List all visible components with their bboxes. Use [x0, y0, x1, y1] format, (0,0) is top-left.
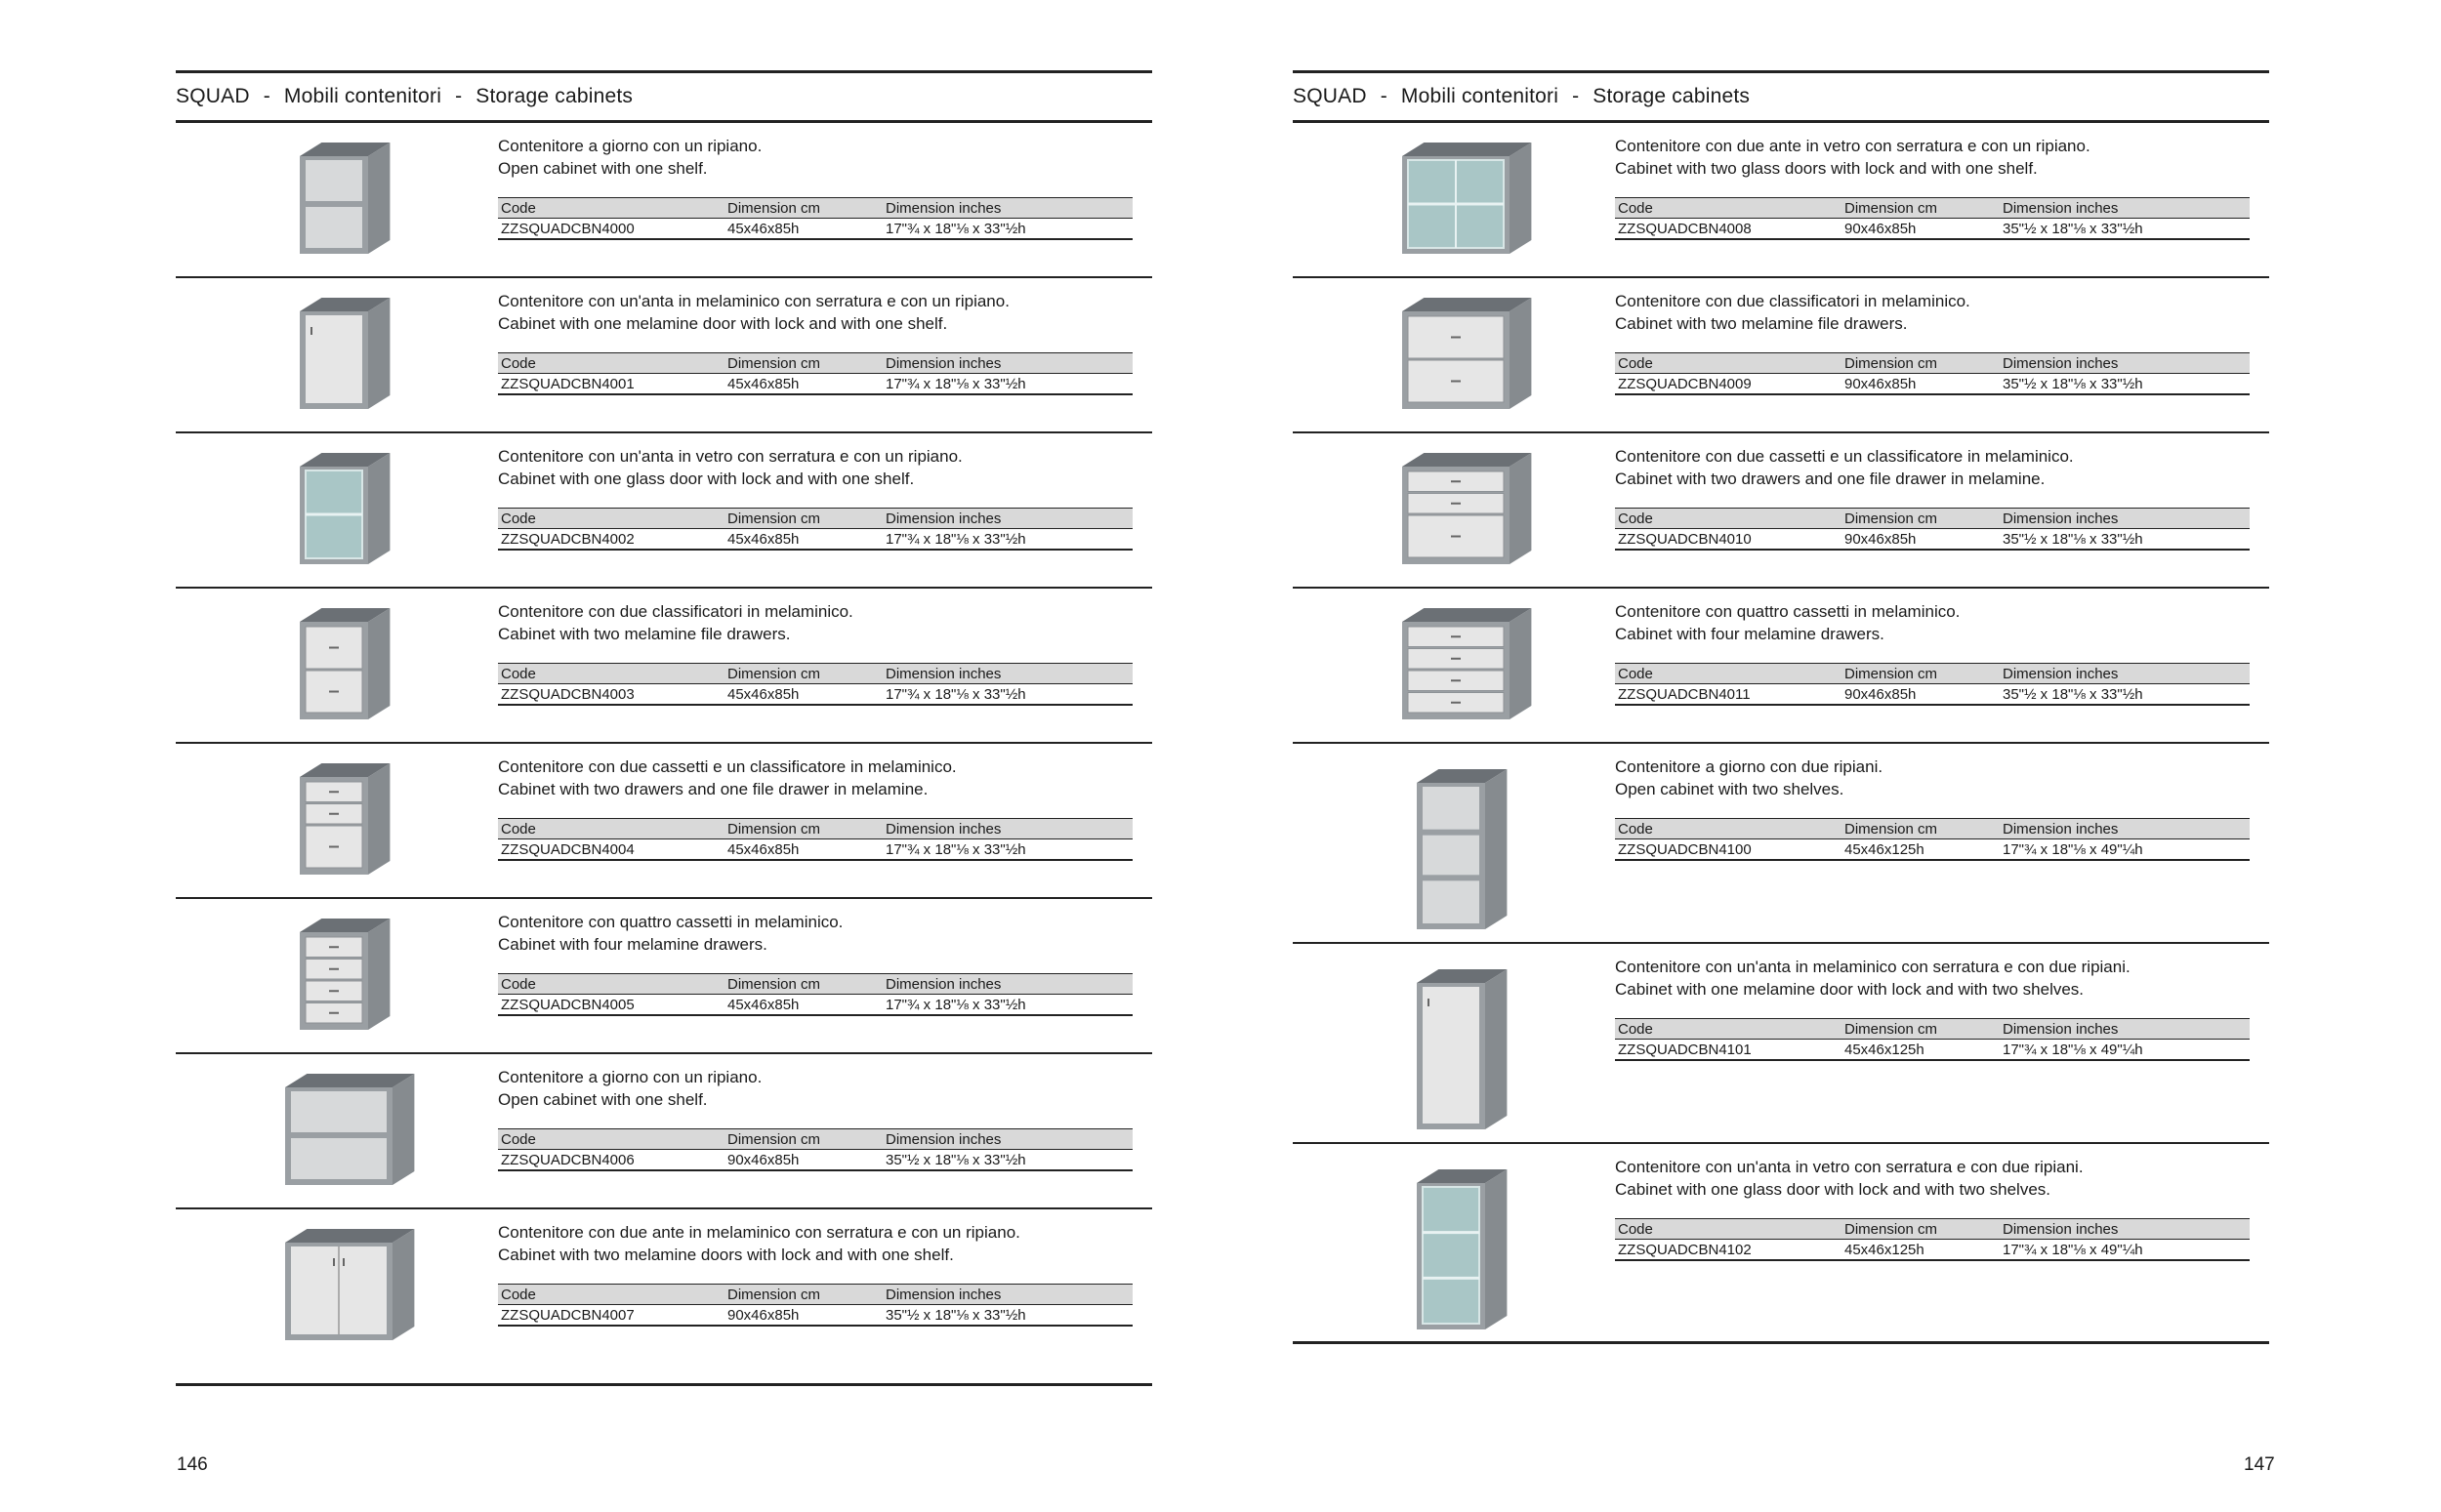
header-dimension-inches: Dimension inches [883, 1129, 1133, 1150]
glass-cabinet-small-icon [176, 433, 498, 587]
description-it: Contenitore con due ante in melaminico con serratura e con un ripiano. [498, 1223, 1020, 1242]
two-door-cabinet-wide-icon [176, 1209, 498, 1383]
product-code: ZZSQUADCBN4004 [498, 839, 724, 861]
dimension-inches: 17"¾ x 18"⅛ x 49"¼h [2000, 1040, 2250, 1061]
door-cabinet-tall-icon [1293, 944, 1615, 1142]
header-code: Code [1615, 1219, 1841, 1240]
header-dimension-cm: Dimension cm [724, 974, 883, 995]
product-info [1615, 589, 2269, 742]
spec-header-row [1615, 1019, 2250, 1040]
header-dimension-inches: Dimension inches [883, 198, 1133, 219]
header-title-en: Storage cabinets [1593, 85, 1751, 107]
product-info [1615, 433, 2269, 587]
header-code: Code [1615, 198, 1841, 219]
dimension-cm: 90x46x85h [1841, 684, 2000, 706]
dimension-cm: 45x46x85h [724, 684, 883, 706]
product-list [176, 123, 1152, 1386]
header-dimension-inches: Dimension inches [2000, 509, 2250, 529]
dimension-inches: 17"¾ x 18"⅛ x 49"¼h [2000, 1240, 2250, 1261]
description-en: Cabinet with one melamine door with lock and with two shelves. [1615, 980, 2085, 999]
header-code: Code [1615, 353, 1841, 374]
product-entry [176, 899, 1152, 1054]
dimension-cm: 45x46x85h [724, 374, 883, 395]
spec-table [1615, 818, 2250, 861]
header-code: Code [1615, 819, 1841, 839]
description-en: Cabinet with two melamine doors with lock and with one shelf. [498, 1246, 954, 1264]
dimension-inches: 35"½ x 18"⅛ x 33"½h [883, 1150, 1133, 1171]
description-en: Cabinet with four melamine drawers. [1615, 625, 1884, 643]
product-code: ZZSQUADCBN4101 [1615, 1040, 1841, 1061]
spec-table [1615, 1018, 2250, 1061]
spec-header-row [1615, 819, 2250, 839]
spec-table [1615, 352, 2250, 395]
header-code: Code [498, 1129, 724, 1150]
spec-table [498, 973, 1133, 1016]
mixed-drawer-cabinet-wide-icon [1293, 433, 1615, 587]
dimension-inches: 35"½ x 18"⅛ x 33"½h [2000, 529, 2250, 551]
page-right [1293, 70, 2269, 1344]
dimension-cm: 45x46x85h [724, 529, 883, 551]
page-number-right: 147 [2244, 1454, 2275, 1475]
spec-row [1615, 219, 2250, 240]
spec-table [498, 197, 1133, 240]
header-title-it: Mobili contenitori [283, 85, 442, 107]
description-en: Cabinet with two glass doors with lock and with one shelf. [1615, 159, 2038, 178]
dimension-inches: 35"½ x 18"⅛ x 33"½h [883, 1305, 1133, 1327]
product-info [498, 278, 1152, 431]
description-it: Contenitore con quattro cassetti in melaminico. [1615, 602, 1961, 621]
dimension-cm: 90x46x85h [1841, 219, 2000, 240]
spec-row [1615, 684, 2250, 706]
page-number-left: 146 [177, 1454, 208, 1475]
header-dimension-cm: Dimension cm [1841, 198, 2000, 219]
product-code: ZZSQUADCBN4008 [1615, 219, 1841, 240]
header-dimension-cm: Dimension cm [1841, 1219, 2000, 1240]
header-dimension-inches: Dimension inches [883, 819, 1133, 839]
dimension-inches: 35"½ x 18"⅛ x 33"½h [2000, 374, 2250, 395]
spec-table [498, 1128, 1133, 1171]
spec-header-row [498, 509, 1133, 529]
page-header [1293, 70, 2269, 123]
spec-row [498, 1305, 1133, 1327]
product-code: ZZSQUADCBN4001 [498, 374, 724, 395]
brand-name: SQUAD [176, 85, 250, 107]
description-it: Contenitore con un'anta in vetro con serratura e con due ripiani. [1615, 1158, 2084, 1176]
spec-table [498, 663, 1133, 706]
spec-row [1615, 839, 2250, 861]
header-dimension-cm: Dimension cm [1841, 353, 2000, 374]
product-entry [176, 433, 1152, 589]
description-it: Contenitore a giorno con un ripiano. [498, 137, 763, 155]
dimension-cm: 90x46x85h [1841, 529, 2000, 551]
product-code: ZZSQUADCBN4005 [498, 995, 724, 1016]
header-code: Code [1615, 664, 1841, 684]
dimension-inches: 17"¾ x 18"⅛ x 33"½h [883, 995, 1133, 1016]
header-separator: - [455, 85, 463, 107]
brand-name: SQUAD [1293, 85, 1367, 107]
product-list [1293, 123, 2269, 1344]
dimension-cm: 45x46x125h [1841, 1240, 2000, 1261]
spec-row [498, 684, 1133, 706]
header-dimension-inches: Dimension inches [2000, 1019, 2250, 1040]
product-entry [176, 589, 1152, 744]
page-header [176, 70, 1152, 123]
spec-row [498, 219, 1133, 240]
product-entry [1293, 123, 2269, 278]
spec-table [498, 352, 1133, 395]
mixed-drawer-cabinet-small-icon [176, 744, 498, 897]
header-dimension-cm: Dimension cm [1841, 1019, 2000, 1040]
spec-row [498, 995, 1133, 1016]
file-drawer-cabinet-small-icon [176, 589, 498, 742]
description-it: Contenitore con due ante in vetro con serratura e con un ripiano. [1615, 137, 2090, 155]
header-title-it: Mobili contenitori [1400, 85, 1559, 107]
spec-row [1615, 529, 2250, 551]
header-code: Code [1615, 509, 1841, 529]
product-code: ZZSQUADCBN4002 [498, 529, 724, 551]
spec-header-row [1615, 198, 2250, 219]
description-it: Contenitore con due classificatori in melaminico. [498, 602, 853, 621]
description-en: Cabinet with two melamine file drawers. [498, 625, 791, 643]
description-en: Open cabinet with one shelf. [498, 1090, 708, 1109]
description-en: Open cabinet with one shelf. [498, 159, 708, 178]
header-code: Code [498, 974, 724, 995]
product-entry [176, 744, 1152, 899]
product-info [498, 744, 1152, 897]
header-dimension-cm: Dimension cm [724, 819, 883, 839]
description-en: Open cabinet with two shelves. [1615, 780, 1844, 798]
header-dimension-inches: Dimension inches [2000, 819, 2250, 839]
spec-table [1615, 197, 2250, 240]
product-code: ZZSQUADCBN4102 [1615, 1240, 1841, 1261]
glass-cabinet-tall-icon [1293, 1144, 1615, 1341]
dimension-cm: 45x46x125h [1841, 1040, 2000, 1061]
header-dimension-cm: Dimension cm [1841, 819, 2000, 839]
description-en: Cabinet with one glass door with lock and with two shelves. [1615, 1180, 2051, 1199]
header-dimension-cm: Dimension cm [724, 353, 883, 374]
description-en: Cabinet with two melamine file drawers. [1615, 314, 1908, 333]
spec-table [498, 1284, 1133, 1327]
dimension-cm: 90x46x85h [1841, 374, 2000, 395]
four-drawer-cabinet-wide-icon [1293, 589, 1615, 742]
dimension-cm: 45x46x85h [724, 839, 883, 861]
spec-row [498, 374, 1133, 395]
product-entry [1293, 1144, 2269, 1344]
header-separator: - [1380, 85, 1387, 107]
header-code: Code [498, 353, 724, 374]
dimension-cm: 45x46x85h [724, 995, 883, 1016]
four-drawer-cabinet-small-icon [176, 899, 498, 1052]
product-info [1615, 744, 2269, 942]
door-cabinet-small-icon [176, 278, 498, 431]
product-code: ZZSQUADCBN4011 [1615, 684, 1841, 706]
product-code: ZZSQUADCBN4000 [498, 219, 724, 240]
product-info [498, 899, 1152, 1052]
header-code: Code [498, 819, 724, 839]
header-dimension-inches: Dimension inches [2000, 353, 2250, 374]
header-dimension-cm: Dimension cm [724, 664, 883, 684]
file-drawer-cabinet-wide-icon [1293, 278, 1615, 431]
header-dimension-inches: Dimension inches [883, 353, 1133, 374]
product-entry [1293, 944, 2269, 1144]
header-code: Code [1615, 1019, 1841, 1040]
header-dimension-cm: Dimension cm [724, 1129, 883, 1150]
description-en: Cabinet with one glass door with lock and with one shelf. [498, 470, 915, 488]
product-entry [1293, 589, 2269, 744]
description-it: Contenitore con due cassetti e un classificatore in melaminico. [1615, 447, 2074, 466]
dimension-inches: 17"¾ x 18"⅛ x 33"½h [883, 219, 1133, 240]
header-dimension-inches: Dimension inches [883, 974, 1133, 995]
product-info [498, 1054, 1152, 1207]
header-separator: - [1572, 85, 1580, 107]
header-code: Code [498, 198, 724, 219]
open-cabinet-wide-icon [176, 1054, 498, 1207]
product-code: ZZSQUADCBN4003 [498, 684, 724, 706]
spec-header-row [498, 1129, 1133, 1150]
product-code: ZZSQUADCBN4006 [498, 1150, 724, 1171]
spec-header-row [498, 353, 1133, 374]
description-it: Contenitore con un'anta in melaminico con serratura e con due ripiani. [1615, 958, 2131, 976]
product-entry [176, 278, 1152, 433]
header-code: Code [498, 509, 724, 529]
header-dimension-cm: Dimension cm [1841, 509, 2000, 529]
header-dimension-cm: Dimension cm [724, 198, 883, 219]
header-dimension-inches: Dimension inches [883, 664, 1133, 684]
product-info [1615, 1144, 2269, 1341]
spec-row [498, 839, 1133, 861]
description-it: Contenitore a giorno con un ripiano. [498, 1068, 763, 1086]
header-code: Code [498, 664, 724, 684]
dimension-cm: 90x46x85h [724, 1305, 883, 1327]
dimension-cm: 45x46x85h [724, 219, 883, 240]
spec-header-row [498, 1285, 1133, 1305]
dimension-cm: 45x46x125h [1841, 839, 2000, 861]
header-title-en: Storage cabinets [476, 85, 634, 107]
header-dimension-inches: Dimension inches [2000, 198, 2250, 219]
header-dimension-inches: Dimension inches [883, 509, 1133, 529]
product-entry [176, 123, 1152, 278]
open-cabinet-tall-icon [1293, 744, 1615, 942]
spec-header-row [498, 198, 1133, 219]
product-code: ZZSQUADCBN4007 [498, 1305, 724, 1327]
product-info [1615, 123, 2269, 276]
description-it: Contenitore con due classificatori in melaminico. [1615, 292, 1970, 310]
spec-table [498, 508, 1133, 551]
product-info [498, 1209, 1152, 1383]
spec-header-row [498, 974, 1133, 995]
spec-table [498, 818, 1133, 861]
header-dimension-cm: Dimension cm [724, 509, 883, 529]
product-info [498, 589, 1152, 742]
dimension-inches: 35"½ x 18"⅛ x 33"½h [2000, 684, 2250, 706]
product-info [498, 123, 1152, 276]
description-it: Contenitore con un'anta in melaminico con serratura e con un ripiano. [498, 292, 1010, 310]
header-dimension-inches: Dimension inches [2000, 664, 2250, 684]
spec-header-row [1615, 1219, 2250, 1240]
spec-header-row [1615, 509, 2250, 529]
description-it: Contenitore con due cassetti e un classificatore in melaminico. [498, 757, 957, 776]
spec-header-row [498, 819, 1133, 839]
header-dimension-inches: Dimension inches [883, 1285, 1133, 1305]
spec-row [498, 529, 1133, 551]
glass-cabinet-wide-icon [1293, 123, 1615, 276]
dimension-cm: 90x46x85h [724, 1150, 883, 1171]
open-cabinet-small-icon [176, 123, 498, 276]
product-code: ZZSQUADCBN4009 [1615, 374, 1841, 395]
spec-row [498, 1150, 1133, 1171]
spec-row [1615, 374, 2250, 395]
dimension-inches: 17"¾ x 18"⅛ x 33"½h [883, 529, 1133, 551]
spec-header-row [498, 664, 1133, 684]
spec-table [1615, 508, 2250, 551]
header-code: Code [498, 1285, 724, 1305]
product-code: ZZSQUADCBN4010 [1615, 529, 1841, 551]
dimension-inches: 17"¾ x 18"⅛ x 33"½h [883, 839, 1133, 861]
product-entry [1293, 744, 2269, 944]
dimension-inches: 17"¾ x 18"⅛ x 33"½h [883, 374, 1133, 395]
dimension-inches: 35"½ x 18"⅛ x 33"½h [2000, 219, 2250, 240]
description-en: Cabinet with four melamine drawers. [498, 935, 767, 954]
description-en: Cabinet with one melamine door with lock and with one shelf. [498, 314, 948, 333]
product-code: ZZSQUADCBN4100 [1615, 839, 1841, 861]
spec-table [1615, 663, 2250, 706]
product-entry [176, 1054, 1152, 1209]
spec-header-row [1615, 664, 2250, 684]
product-info [1615, 944, 2269, 1142]
description-en: Cabinet with two drawers and one file drawer in melamine. [498, 780, 929, 798]
page-left [176, 70, 1152, 1386]
description-en: Cabinet with two drawers and one file drawer in melamine. [1615, 470, 2046, 488]
header-separator: - [263, 85, 270, 107]
header-dimension-cm: Dimension cm [1841, 664, 2000, 684]
header-dimension-cm: Dimension cm [724, 1285, 883, 1305]
product-entry [1293, 278, 2269, 433]
dimension-inches: 17"¾ x 18"⅛ x 49"¼h [2000, 839, 2250, 861]
product-entry [1293, 433, 2269, 589]
product-info [1615, 278, 2269, 431]
dimension-inches: 17"¾ x 18"⅛ x 33"½h [883, 684, 1133, 706]
spec-table [1615, 1218, 2250, 1261]
spec-header-row [1615, 353, 2250, 374]
header-dimension-inches: Dimension inches [2000, 1219, 2250, 1240]
product-entry [176, 1209, 1152, 1386]
spec-row [1615, 1240, 2250, 1261]
description-it: Contenitore con un'anta in vetro con serratura e con un ripiano. [498, 447, 963, 466]
description-it: Contenitore a giorno con due ripiani. [1615, 757, 1883, 776]
product-info [498, 433, 1152, 587]
description-it: Contenitore con quattro cassetti in melaminico. [498, 913, 844, 931]
spec-row [1615, 1040, 2250, 1061]
